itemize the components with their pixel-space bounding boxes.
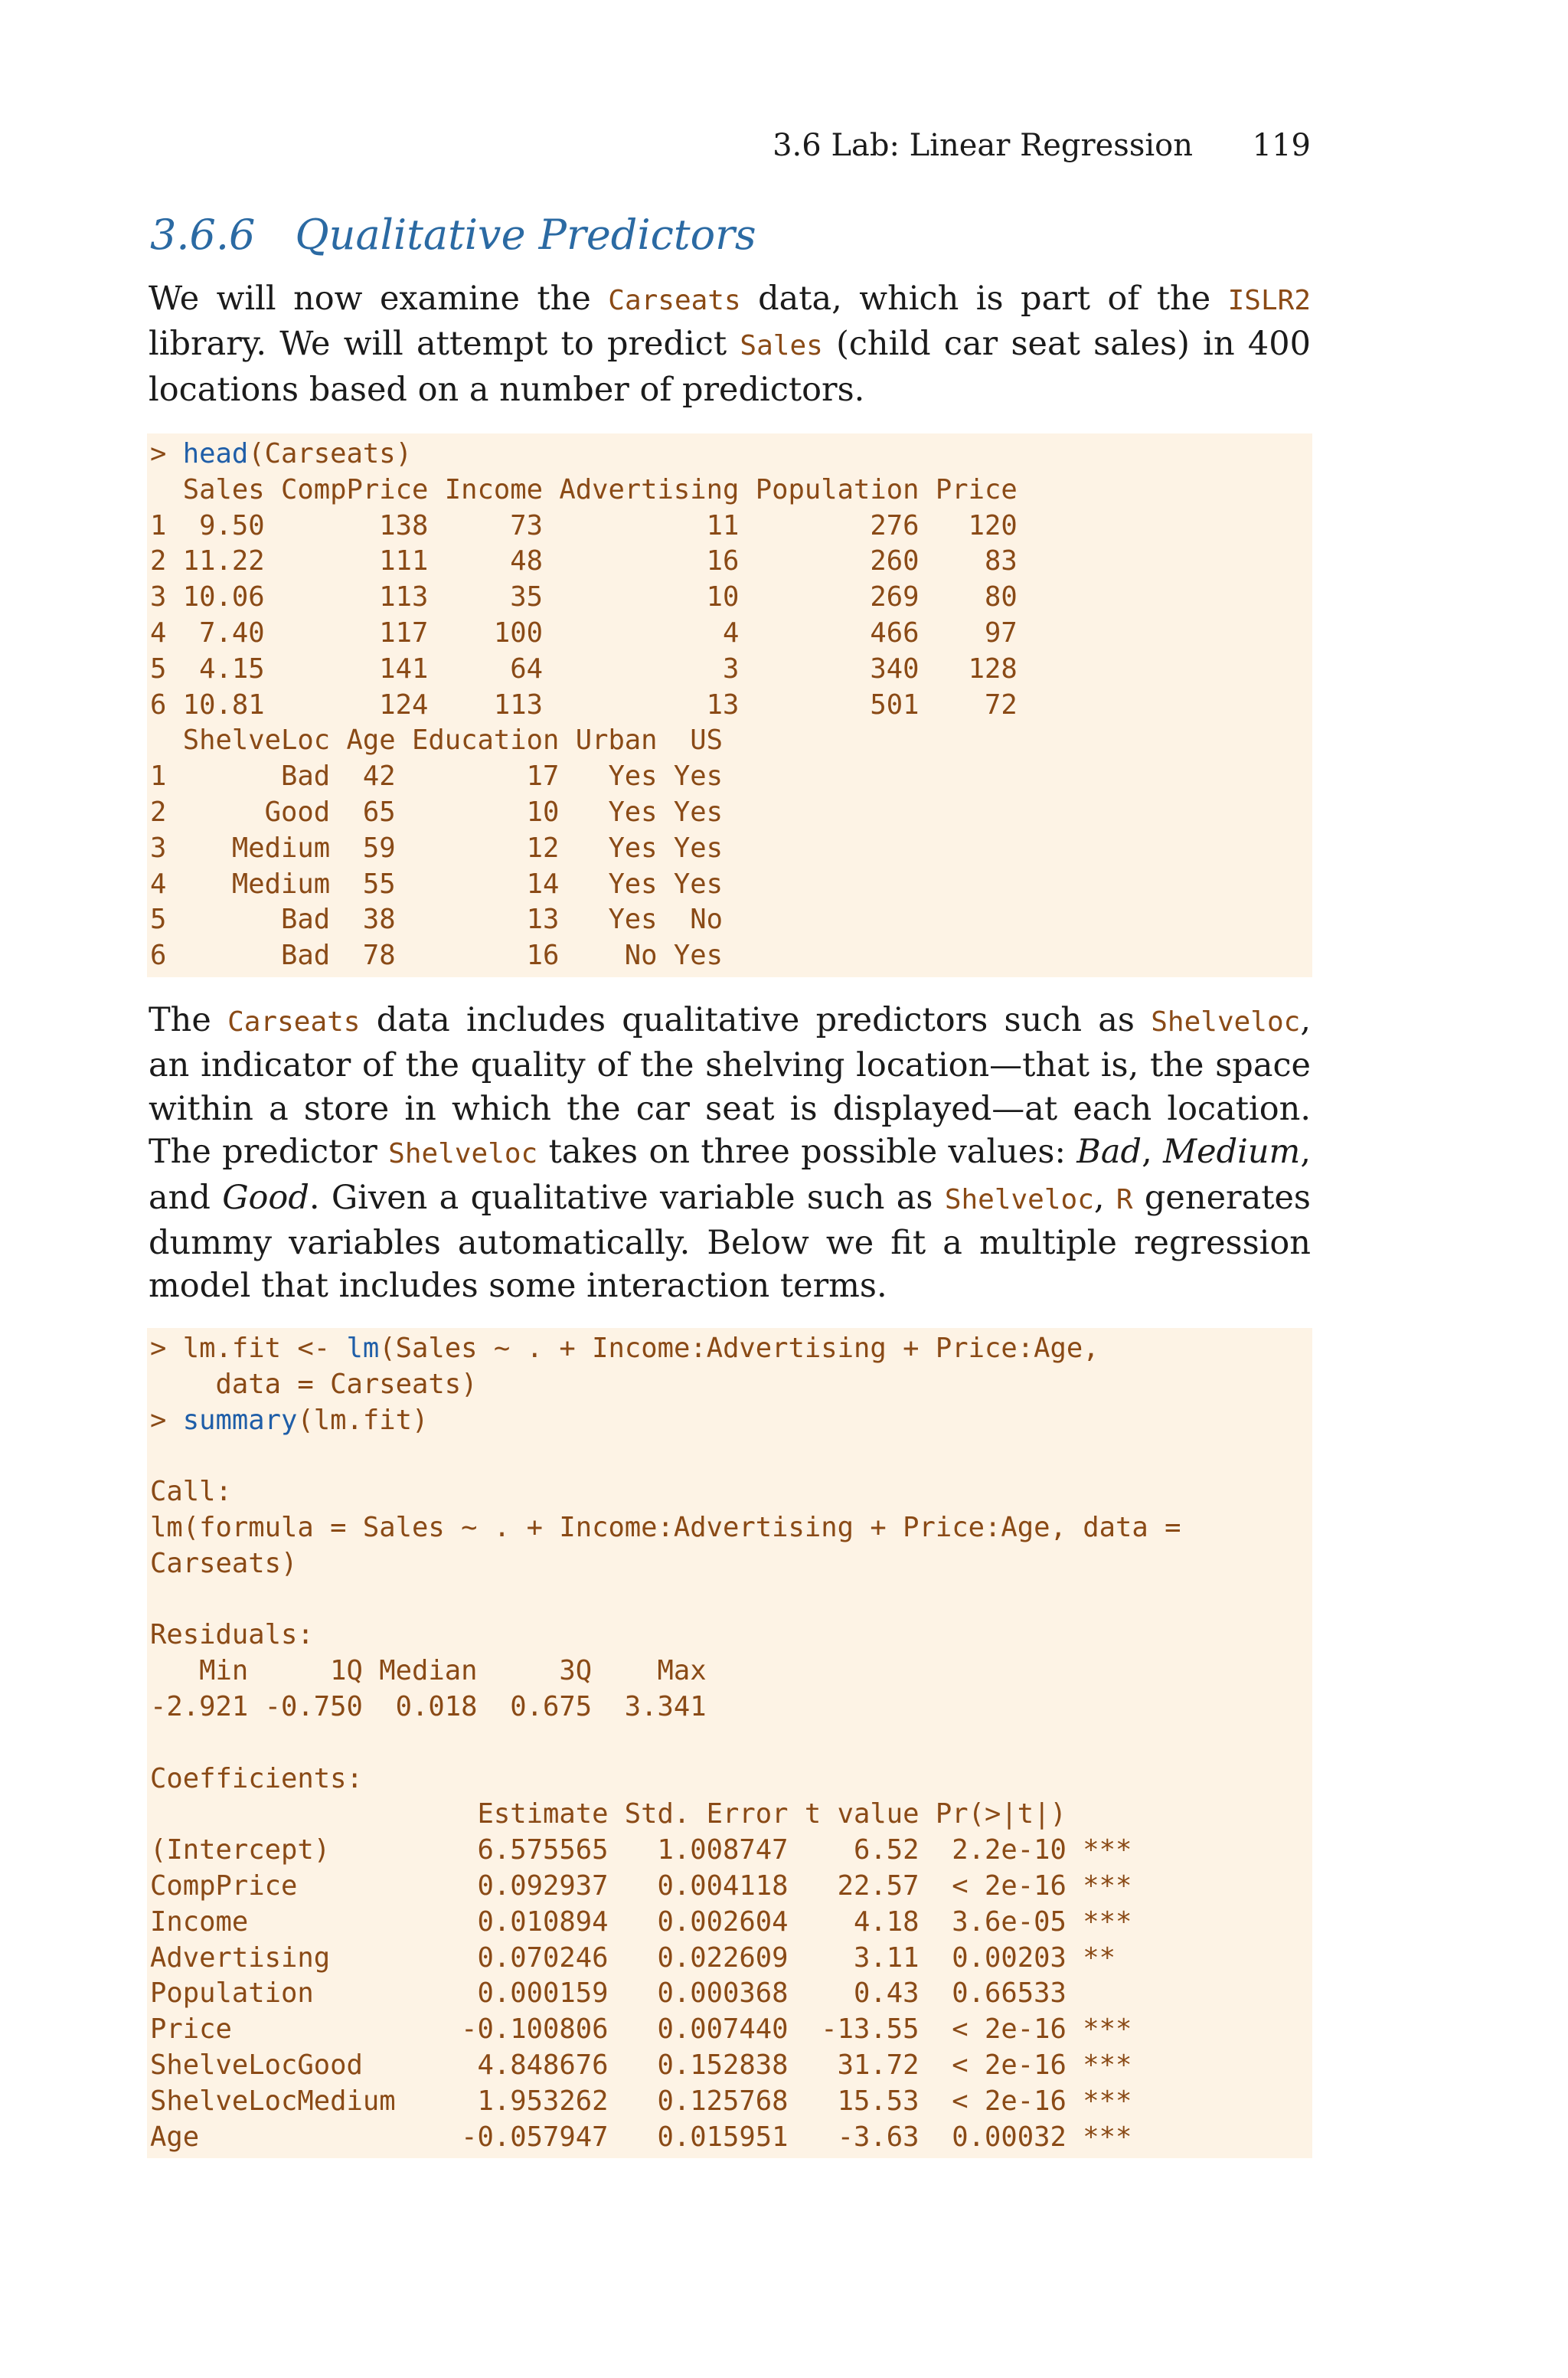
summary-output: Call: lm(formula = Sales ~ . + Income:Advertising + Price:Age, data = Carseats) Residuals: Min 1Q Median 3Q Max -2.921 -0.750 0.018 0.675 3.341 Coefficients: Estimate Std. Error t value Pr(>|t|) (Intercept) 6.575565 1.008747 6.52 2.2e-10 *** CompPrice 0.092937 0.004118 22.57 < 2e-16 *** Income 0.010894 0.002604 4.18 3.6e-05 *** Advertising 0.070246 0.022609 3.11 0.00203 ** Population 0.000159 0.000368 0.43 0.66533 Price -0.100806 0.007440 -13.55 < 2e-16 *** ShelveLocGood 4.848676 0.152838 31.72 < 2e-16 *** ShelveLocMedium 1.953262 0.125768 15.53 < 2e-16 *** Age -0.057947 0.015951 -3.63 0.00032 *** bbox=[150, 1476, 1181, 2153]
intro-paragraph: We will now examine the Carseats data, which is part of the ISLR2 library. We will attempt to predict Sales (child car seat sales) in 400 locations based on a number of predictors. bbox=[149, 280, 1311, 409]
section-heading bbox=[150, 208, 756, 262]
inline-code-sales: Sales bbox=[740, 330, 823, 362]
code-function-summary: summary bbox=[182, 1404, 298, 1436]
inline-code-carseats: Carseats bbox=[608, 285, 741, 316]
code-function-head: head bbox=[182, 438, 249, 469]
shelveloc-paragraph: The Carseats data includes qualitative predictors such as Shelveloc, an indicator of the quality of the shelving location—that is, the space within a store in which the car seat is displayed—at each location. The predictor Shelveloc takes on three possible values: Bad, Medium, and Good. Given a qualitative variable such as Shelveloc, R generates dummy variables automatically. Below we fit a multiple regression model that includes some interaction terms. bbox=[149, 1001, 1311, 1306]
code-function-lm: lm bbox=[346, 1333, 380, 1364]
inline-code-islr2: ISLR2 bbox=[1227, 285, 1311, 316]
inline-code-shelveloc: Shelveloc bbox=[388, 1138, 538, 1170]
inline-code-carseats: Carseats bbox=[227, 1006, 361, 1038]
inline-code-shelveloc: Shelveloc bbox=[1151, 1006, 1301, 1038]
code-lm-fit: > lm.fit <- lm(Sales ~ . + Income:Advertising + Price:Age, data = Carseats) > summary(lm.fit) Call: lm(formula = Sales ~ . + Income:Advertising + Price:Age, data = Carseats) Residuals: Min 1Q Median 3Q Max -2.921 -0.750 0.018 0.675 3.341 Coefficients: Estimate Std. Error t value Pr(>|t|) (Intercept) 6.575565 1.008747 6.52 2.2e-10 *** CompPrice 0.092937 0.004118 22.57 < 2e-16 *** Income 0.010894 0.002604 4.18 3.6e-05 *** Advertising 0.070246 0.022609 3.11 0.00203 ** Population 0.000159 0.000368 0.43 0.66533 Price -0.100806 0.007440 -13.55 < 2e-16 *** ShelveLocGood 4.848676 0.152838 31.72 < 2e-16 *** ShelveLocMedium 1.953262 0.125768 15.53 < 2e-16 *** Age -0.057947 0.015951 -3.63 0.00032 *** bbox=[150, 1333, 1181, 2153]
section-number: 3.6.6 bbox=[150, 211, 256, 259]
section-title: Qualitative Predictors bbox=[295, 211, 756, 259]
code-block-lm-fit bbox=[147, 1328, 1312, 2158]
running-title: 3.6 Lab: Linear Regression bbox=[773, 128, 1193, 163]
inline-code-r: R bbox=[1116, 1183, 1133, 1215]
code-block-head-carseats bbox=[147, 433, 1312, 977]
page-number: 119 bbox=[1252, 128, 1311, 163]
inline-code-shelveloc: Shelveloc bbox=[944, 1183, 1094, 1215]
code-head-carseats: > head(Carseats) Sales CompPrice Income Advertising Population Price 1 9.50 138 73 11 276 120 2 11.22 111 48 16 260 83 3 10.06 113 35 10 269 80 4 7.40 117 100 4 466 97 5 4.15 141 64 3 340 128 6 10.81 124 113 13 501 72 ShelveLoc Age Education Urban US 1 Bad 42 17 Yes Yes 2 Good 65 10 Yes Yes 3 Medium 59 12 Yes Yes 4 Medium 55 14 Yes Yes 5 Bad 38 13 Yes No 6 Bad 78 16 No Yes bbox=[150, 438, 1018, 972]
head-output-table: Sales CompPrice Income Advertising Population Price 1 9.50 138 73 11 276 120 2 11.22 111 48 16 260 83 3 10.06 113 35 10 269 80 4 7.40 117 100 4 466 97 5 4.15 141 64 3 340 128 6 10.81 124 113 13 501 72 ShelveLoc Age Education Urban US 1 Bad 42 17 Yes Yes 2 Good 65 10 Yes Yes 3 Medium 59 12 Yes Yes 4 Medium 55 14 Yes Yes 5 Bad 38 13 Yes No 6 Bad 78 16 No Yes bbox=[150, 473, 1018, 972]
